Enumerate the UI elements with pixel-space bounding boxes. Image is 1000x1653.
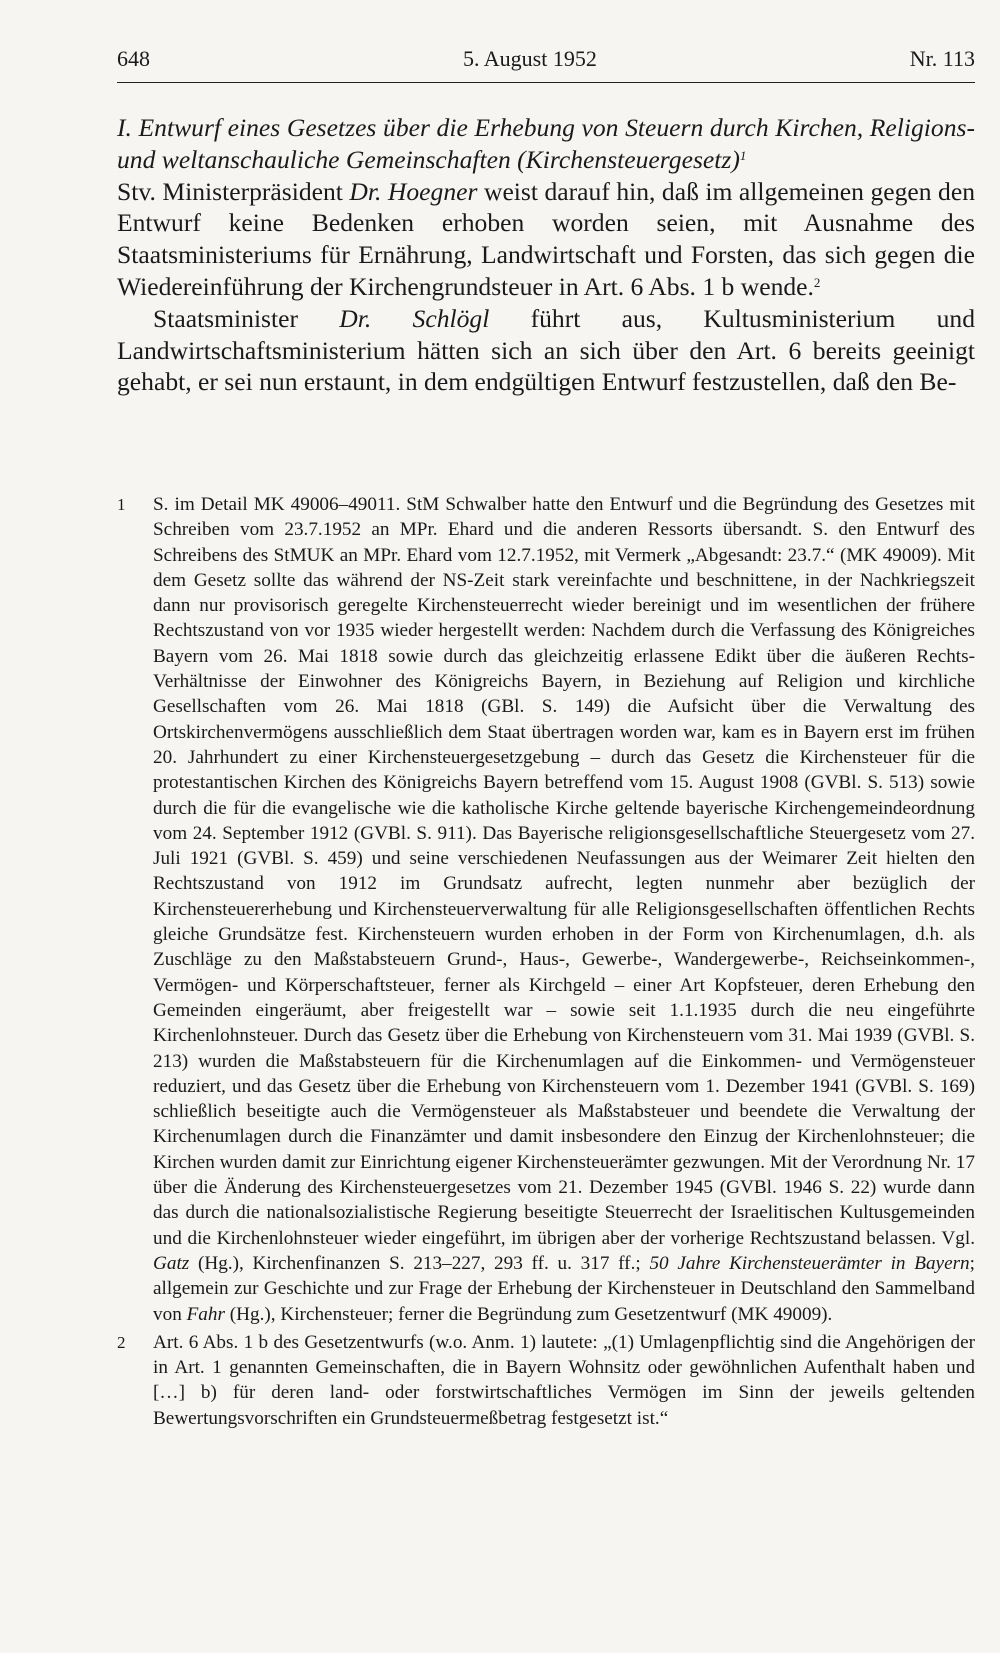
paragraph-hoegner: Stv. Ministerpräsident Dr. Hoegner weist darauf hin, daß im allgemeinen gegen den Entwurf keine Bedenken erhoben worden seien, mit Ausnahme des Staatsministeriums für Ernährung, Landwirtschaft und Forsten, das sich gegen die Wiedereinführung der Kirchengrundsteuer in Art. 6 Abs. 1 b wende.$^2$ [117,176,975,301]
running-header [117,46,975,72]
footnote-ref-2[interactable]: 2 [813,274,821,290]
footnote-number: 1 [117,495,126,514]
header-rule [117,82,975,83]
issue-number: Nr. 113 [909,46,975,71]
footnote-ref-1[interactable]: 1 [739,147,747,163]
header-date: 5. August 1952 [462,46,597,71]
speaker-name: Dr. Hoegner [349,176,478,206]
paragraph-schloegl: Staatsminister Dr. Schlögl führt aus, Kultusministerium und Landwirtschaftsministerium hätten sich an sich über den Art. 6 bereits geeinigt gehabt, er sei nun erstaunt, in dem endgültigen Entwurf festzustellen, daß den Be- [117,303,975,397]
speaker-name: Dr. Schlögl [339,303,490,333]
footnote-1: 1 S. im Detail MK 49006–49011. StM Schwalber hatte den Entwurf und die Begründung des Gesetzes mit Schreiben vom 23.7.1952 an MPr. Ehard und die anderen Ressorts übersandt. S. den Entwurf des Schreibens des StMUK an MPr. Ehard vom 12.7.1952, mit Vermerk „Abgesandt: 23.7.“ (MK 49009). Mit dem Gesetz sollte das während der NS-Zeit stark vereinfachte und beschnittene, in der Nachkriegszeit dann nur provisorisch geregelte Kirchensteuerrecht wieder bereinigt und im wesentlichen der frühere Rechtszustand von vor 1935 wieder hergestellt werden: Nachdem durch die Verfassung des Königreiches Bayern vom 26. Mai 1818 sowie durch das gleichzeitig erlassene Edikt über die äußeren Rechts-Verhältnisse der Einwohner des Königreichs Bayern, in Beziehung auf Religion und kirchliche Gesellschaften vom 26. Mai 1818 (GBl. S. 149) die Aufsicht über die Verwaltung des Ortskirchenvermögens ausschließlich dem Staat übertragen worden war, kam es in Bayern erst im frühen 20. Jahrhundert zu einer Kirchensteuergesetzgebung – durch das Gesetz die Kirchensteuer für die protestantischen Kirchen des Königreichs Bayern betreffend vom 15. August 1908 (GVBl. S. 513) sowie durch die für die evangelische wie die katholische Kirche geltende bayerische Kirchengemeindeordnung vom 24. September 1912 (GVBl. S. 911). Das Bayerische religionsgesellschaftliche Steuergesetz vom 27. Juli 1921 (GVBl. S. 459) und seine verschiedenen Neufassungen aus der Weimarer Zeit hielten den Rechtszustand von 1912 im Grundsatz aufrecht, legten nunmehr aber bezüglich der Kirchensteuererhebung und Kirchensteuerverwaltung für alle Religionsgesellschaften öffentlichen Rechts gleiche Grundsätze fest. Kirchensteuern wurden erhoben in der Form von Kirchenumlagen, d.h. als Zuschläge zu den Maßstabsteuern Grund-, Haus-, Gewerbe-, Wandergewerbe-, Reichseinkommen-, Vermögen- und Körperschaftsteuer, ferner als Kirchgeld – einer Art Kopfsteuer, deren Erhebung den Gemeinden eingeräumt, aber freigestellt war – sowie seit 1.1.1935 durch die neu eingeführte Kirchenlohnsteuer. Durch das Gesetz über die Erhebung von Kirchensteuern vom 31. Mai 1939 (GVBl. S. 213) wurden die Maßstabsteuern für die Kirchenumlagen auf die Einkommen- und Vermögensteuer reduziert, und das Gesetz über die Erhebung von Kirchensteuern vom 1. Dezember 1941 (GVBl. S. 169) schließlich beseitigte auch die Vermögensteuer als Maßstabsteuer und beendete die Verwaltung der Kirchenumlagen durch die Finanzämter und damit insbesondere den Einzug der Kirchenlohnsteuer; die Kirchen wurden damit zur Einrichtung eigener Kirchensteuerämter gezwungen. Mit der Verordnung Nr. 17 über die Änderung des Kirchensteuergesetzes vom 21. Dezember 1945 (GVBl. 1946 S. 22) wurde dann das durch die nationalsozialistische Regierung beseitigte Steuerrecht der Israelitischen Kultusgemeinden und die Kirchenlohnsteuer wieder eingeführt, im übrigen aber der vorherige Rechtszustand belassen. Vgl. Gatz (Hg.), Kirchenfinanzen S. 213–227, 293 ff. u. 317 ff.; 50 Jahre Kirchensteuerämter in Bayern; allgemein zur Geschichte und zur Frage der Erhebung der Kirchensteuer in Deutschland den Sammelband von Fahr (Hg.), Kirchensteuer; ferner die Begründung zum Gesetzentwurf (MK 49009). [117,494,975,1325]
footnotes [117,492,975,1431]
page-number: 648 [117,46,150,71]
footnote-number: 2 [117,1332,126,1352]
agenda-item-title: I. Entwurf eines Gesetzes über die Erhebung von Steuern durch Kirchen, Religions- und weltanschauliche Gemeinschaften (Kirchensteuergesetz)$^1$ [117,113,975,174]
main-text [117,112,975,398]
footnote-2: 2 Art. 6 Abs. 1 b des Gesetzentwurfs (w.o. Anm. 1) lautete: „(1) Umlagenpflichtig sind die Angehörigen der in Art. 1 genannten Gemeinschaften, die in Bayern Wohnsitz oder gewöhnlichen Aufenthalt haben und […] b) für deren land- oder forstwirtschaftliches Vermögen im Sinn der jeweils geltenden Bewertungsvorschriften ein Grundsteuermeßbetrag festgesetzt ist.“ [117,1331,975,1429]
